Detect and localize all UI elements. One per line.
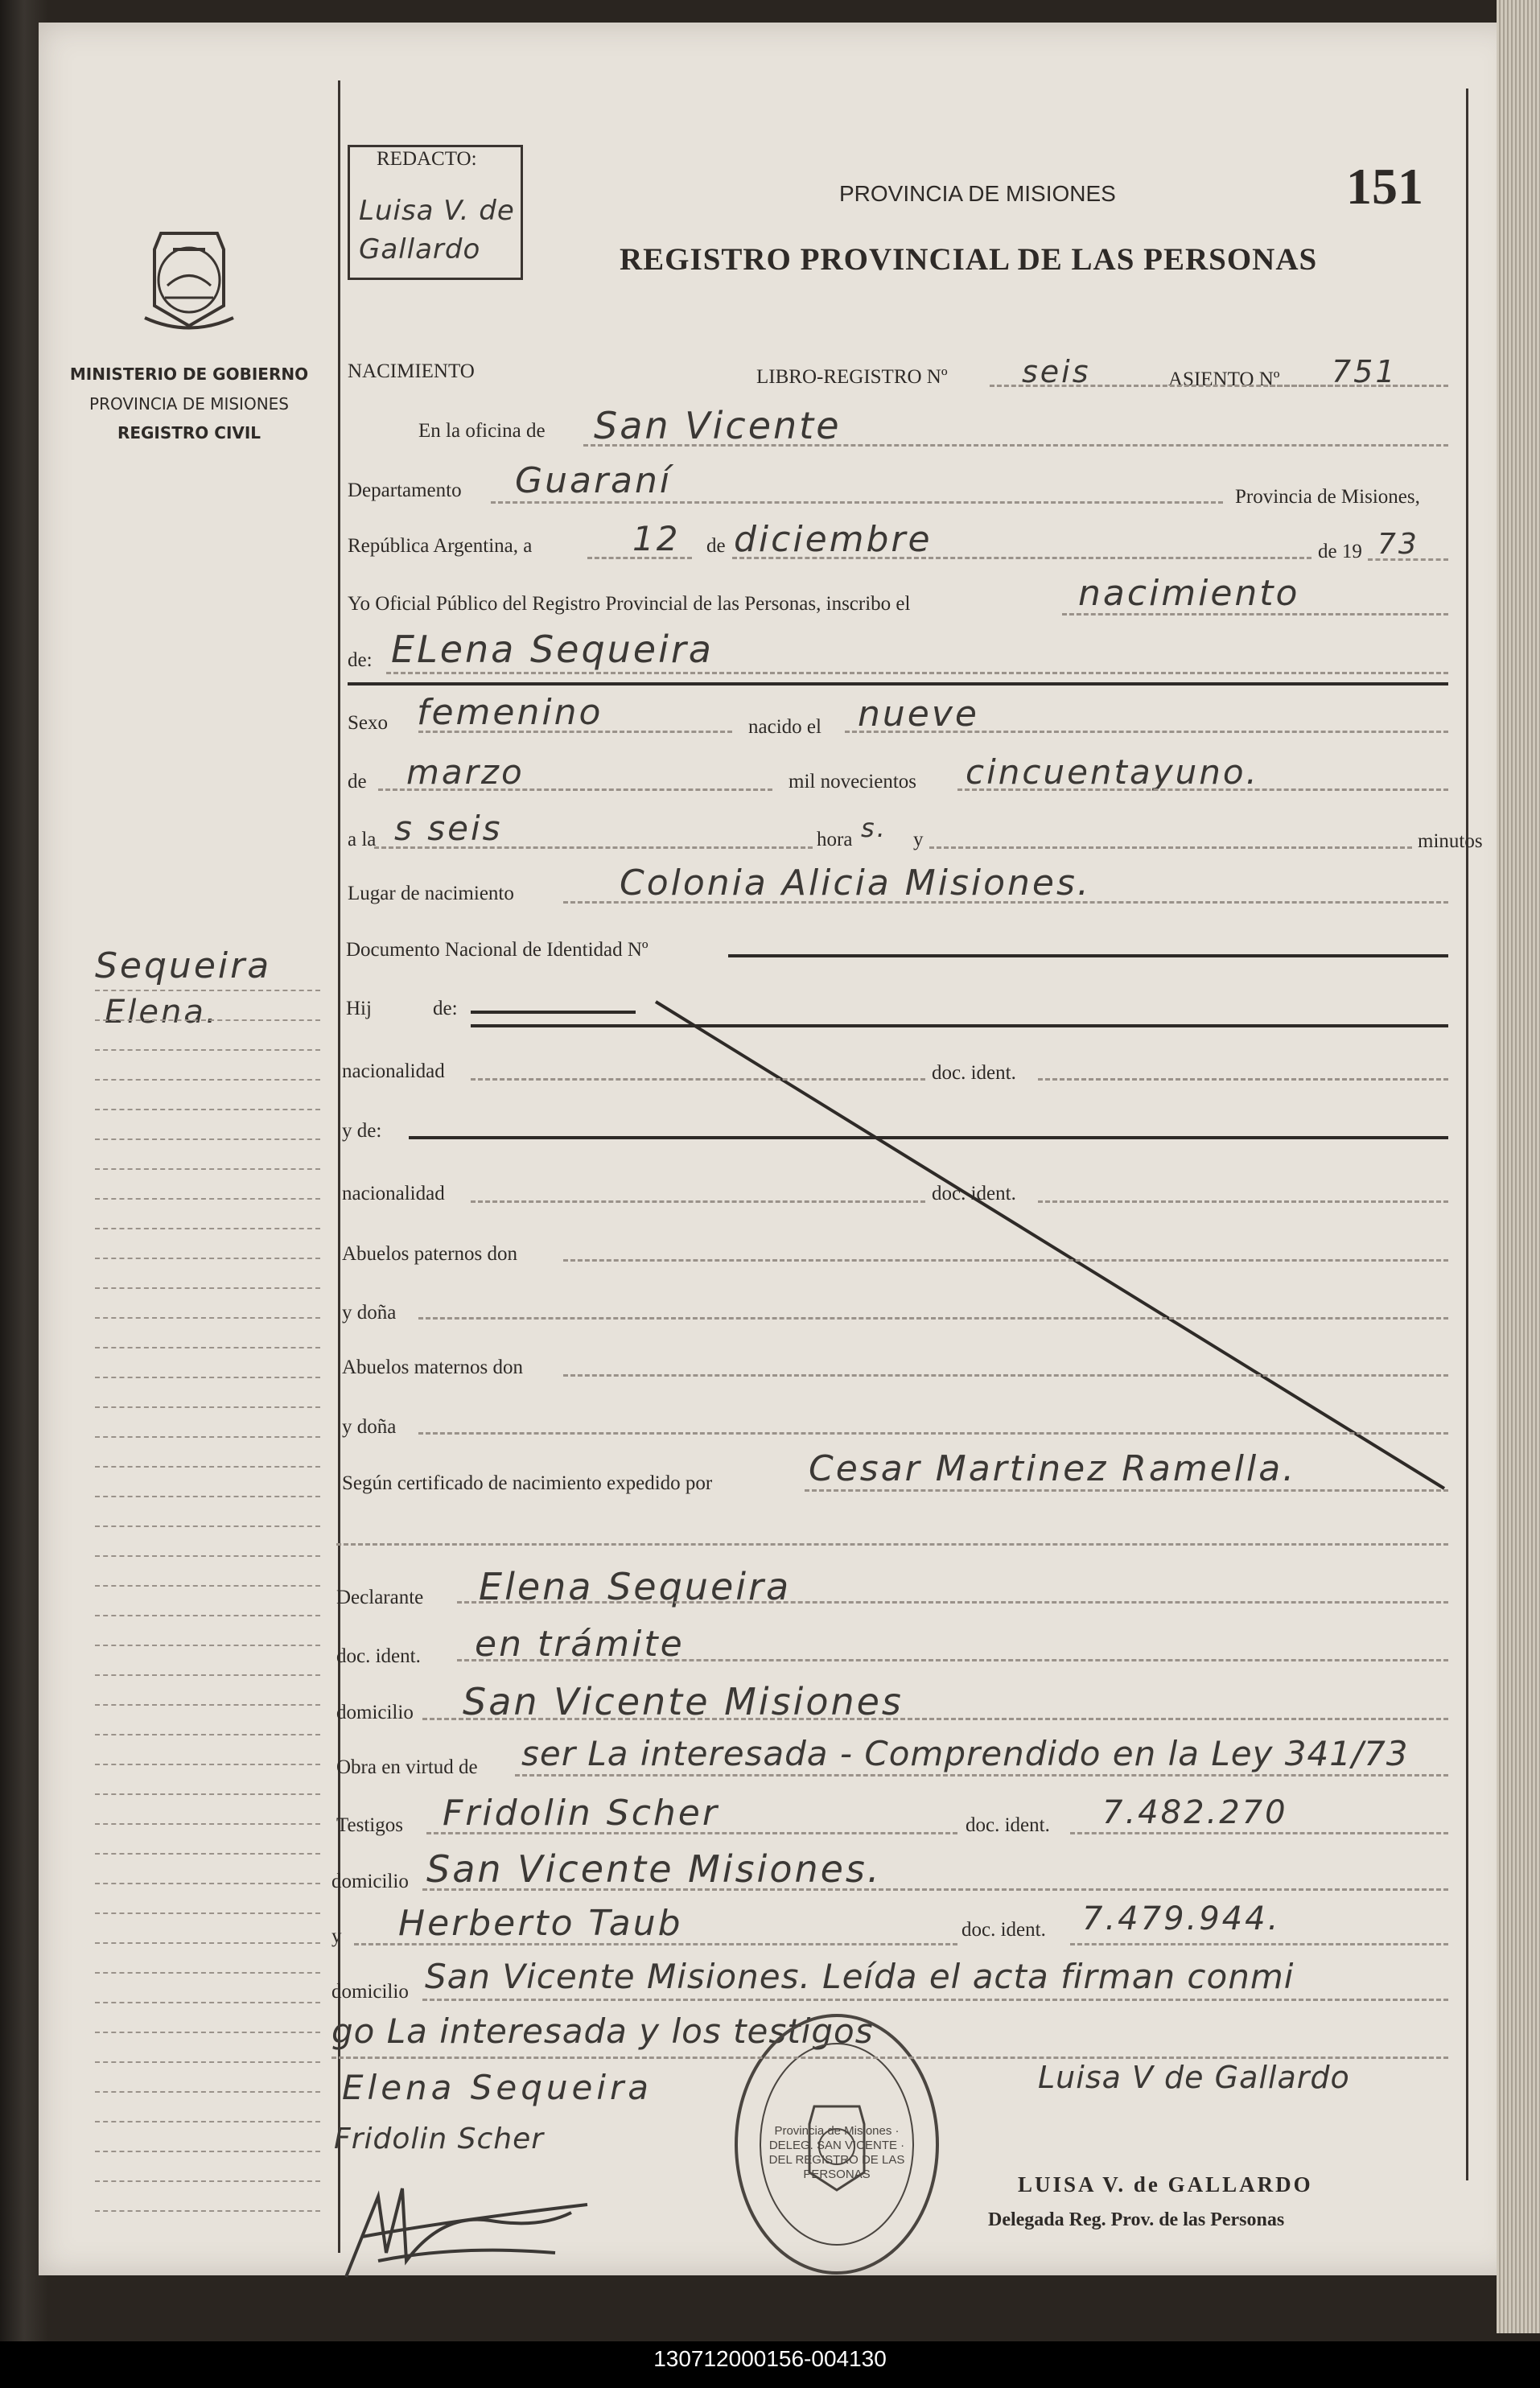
de3-label: de: [348, 771, 367, 793]
province-title: PROVINCIA DE MISIONES: [839, 181, 1116, 206]
form-rule-line: [515, 1774, 1448, 1777]
province-heading: PROVINCIA DE MISIONES: [89, 394, 289, 414]
form-rule-line: [1070, 1832, 1448, 1834]
signature-declarante: Elena Sequeira: [342, 2068, 653, 2107]
redacto-name: Luisa V. de Gallardo: [359, 195, 515, 266]
docident3-value: en trámite: [475, 1624, 685, 1665]
form-rule-line: [336, 1543, 1448, 1546]
sexo-value: femenino: [417, 692, 603, 733]
form-rule-line: [354, 1943, 957, 1945]
certificado-label: Según certificado de nacimiento expedido por: [342, 1472, 713, 1494]
official-title: Delegada Reg. Prov. de las Personas: [988, 2209, 1285, 2230]
form-rule-line: [422, 1718, 1448, 1720]
office-heading: REGISTRO CIVIL: [117, 423, 261, 443]
republica-label: República Argentina, a: [348, 535, 533, 557]
registry-title: REGISTRO PROVINCIAL DE LAS PERSONAS: [620, 242, 1318, 277]
hora-suffix-value: s.: [861, 813, 887, 843]
domicilio3-value: San Vicente Misiones. Leída el acta firman conmi: [425, 1957, 1295, 1996]
ydona1-label: y doña: [342, 1302, 397, 1324]
domicilio1-value: San Vicente Misiones: [463, 1680, 904, 1723]
mes-value: diciembre: [734, 519, 933, 560]
docident1-label: doc. ident.: [932, 1062, 1016, 1084]
dni-label: Documento Nacional de Identidad Nº: [346, 939, 649, 961]
form-rule-line: [1368, 558, 1448, 561]
dia-value: 12: [632, 519, 681, 558]
form-rule-line: [386, 672, 1448, 674]
form-rule-line: [587, 557, 692, 559]
form-rule-line: [563, 1374, 1448, 1377]
declarante-label: Declarante: [336, 1587, 424, 1608]
departamento-value: Guaraní: [515, 460, 673, 501]
margin-note-surname: Sequeira: [95, 945, 272, 986]
form-rule-line: [563, 901, 1448, 904]
lugar-value: Colonia Alicia Misiones.: [620, 863, 1091, 904]
nombre-value: ELena Sequeira: [391, 628, 714, 671]
form-rule-line: [1062, 613, 1448, 616]
form-rule-line: [732, 557, 1311, 559]
testigo2-doc: 7.479.944.: [1082, 1900, 1281, 1937]
hij-label: Hij: [346, 998, 372, 1019]
ydona2-label: y doña: [342, 1416, 397, 1438]
form-rule-line: [583, 444, 1448, 447]
departamento-label: Departamento: [348, 480, 462, 501]
nacido-value: nueve: [858, 694, 979, 735]
form-rule-line: [422, 1888, 1448, 1891]
form-rule-line: [457, 1659, 1448, 1661]
libro-value: seis: [1022, 354, 1091, 389]
oficina-label: En la oficina de: [418, 420, 546, 442]
minutos-label: minutos: [1418, 830, 1483, 852]
form-rule-line: [418, 1317, 1448, 1320]
declarante-value: Elena Sequeira: [479, 1565, 792, 1608]
signature-testigo: Fridolin Scher: [334, 2122, 545, 2155]
form-rule-line: [1070, 1943, 1448, 1945]
form-rule-line: [845, 731, 1448, 733]
testigo1-doc: 7.482.270: [1102, 1794, 1288, 1831]
anio-label: de 19: [1318, 541, 1362, 562]
obra-label: Obra en virtud de: [336, 1756, 478, 1778]
form-rule-line: [1038, 1200, 1448, 1203]
page-number: 151: [1346, 158, 1423, 215]
docident4-label: doc. ident.: [966, 1814, 1050, 1836]
form-rule-line: [457, 1601, 1448, 1604]
nacionalidad1-label: nacionalidad: [342, 1060, 445, 1082]
margin-note-name: Elena.: [105, 994, 219, 1031]
form-rule-line: [378, 788, 772, 791]
abuelos-mat-label: Abuelos maternos don: [342, 1357, 523, 1378]
domicilio2-label: domicilio: [331, 1871, 409, 1892]
form-rule-line: [418, 1432, 1448, 1435]
form-rule-line: [957, 788, 1448, 791]
asiento-label: ASIENTO Nº: [1168, 368, 1280, 390]
yde-label: y de:: [342, 1120, 382, 1142]
form-rule-line: [348, 682, 1448, 686]
nacido-label: nacido el: [748, 716, 821, 738]
official-name: LUISA V. de GALLARDO: [1018, 2172, 1313, 2197]
obra-value: ser La interesada - Comprendido en la Ley 341/73: [521, 1734, 1409, 1773]
y-label: y: [913, 829, 924, 850]
cierre-value: go La interesada y los testigos: [331, 2011, 874, 2051]
ministry-heading: MINISTERIO DE GOBIERNO: [69, 364, 309, 384]
testigo1-value: Fridolin Scher: [443, 1793, 719, 1834]
domicilio1-label: domicilio: [336, 1702, 414, 1723]
mes-nac-value: marzo: [406, 752, 525, 792]
hora-label: hora: [817, 829, 853, 850]
abuelos-pat-label: Abuelos paternos don: [342, 1243, 518, 1265]
form-rule-line: [374, 846, 813, 849]
de-label: de: [706, 535, 726, 557]
provincia-suffix: Provincia de Misiones,: [1235, 486, 1420, 508]
testigos-label: Testigos: [336, 1814, 403, 1836]
form-rule-line: [426, 1832, 957, 1834]
asiento-value: 751: [1332, 354, 1398, 389]
form-rule-line: [418, 731, 732, 733]
anio-nac-value: cincuentayuno.: [966, 752, 1259, 792]
form-rule-line: [929, 846, 1412, 849]
testigo2-value: Herberto Taub: [398, 1903, 683, 1944]
sexo-label: Sexo: [348, 712, 388, 734]
de4-label: de:: [433, 998, 458, 1019]
nacionalidad2-label: nacionalidad: [342, 1183, 445, 1204]
signature-official: Luisa V de Gallardo: [1038, 2060, 1350, 2095]
docident2-label: doc. ident.: [932, 1183, 1016, 1204]
mil-label: mil novecientos: [789, 771, 916, 793]
y2-label: y: [331, 1925, 342, 1947]
form-rule-line: [1270, 385, 1448, 387]
hora-prefix: a la: [348, 829, 377, 850]
lugar-label: Lugar de nacimiento: [348, 883, 514, 904]
form-rule-line: [471, 1024, 1448, 1027]
certificado-value: Cesar Martinez Ramella.: [809, 1448, 1297, 1489]
hora-value: s seis: [394, 809, 503, 848]
form-rule-line: [491, 501, 1223, 504]
form-rule-line: [728, 954, 1448, 957]
anio-value: 73: [1377, 528, 1419, 561]
libro-label: LIBRO-REGISTRO Nº: [756, 366, 948, 388]
de2-label: de:: [348, 649, 373, 671]
stamp-text: Provincia de Misiones · DELEG. SAN VICENTE · DEL REGISTRO DE LAS PERSONAS: [768, 2124, 905, 2181]
docident3-label: doc. ident.: [336, 1645, 421, 1667]
form-rule-line: [331, 2057, 1448, 2059]
domicilio3-label: domicilio: [331, 1981, 409, 2003]
docident5-label: doc. ident.: [961, 1919, 1046, 1941]
redacto-label: REDACTO:: [377, 148, 477, 170]
acto-value: nacimiento: [1078, 573, 1300, 614]
form-rule-line: [471, 1200, 925, 1203]
form-rule-line: [409, 1136, 1448, 1139]
form-rule-line: [422, 1999, 1448, 2001]
record-type: NACIMIENTO: [348, 360, 475, 382]
form-rule-line: [563, 1259, 1448, 1262]
domicilio2-value: San Vicente Misiones.: [426, 1847, 882, 1891]
oficina-value: San Vicente: [594, 404, 842, 447]
image-code: 130712000156-004130: [653, 2346, 887, 2371]
form-rule-line: [805, 1489, 1448, 1492]
form-rule-line: [1038, 1078, 1448, 1081]
form-rule-line: [471, 1078, 925, 1081]
form-rule-line: [471, 1011, 636, 1014]
oficial-text: Yo Oficial Público del Registro Provincial de las Personas, inscribo el: [348, 593, 911, 615]
